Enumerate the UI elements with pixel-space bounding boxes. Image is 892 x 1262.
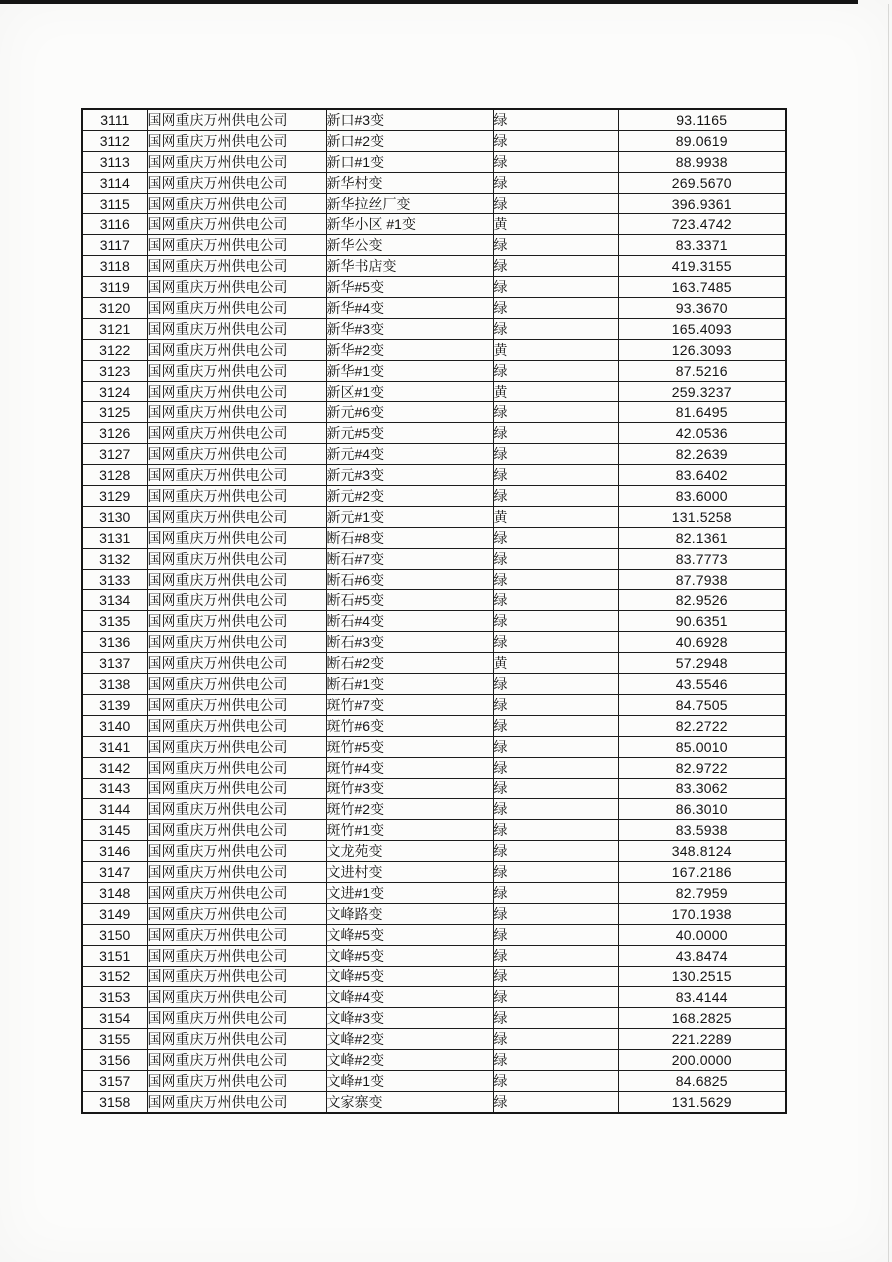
cell-station-name: 新元#4变 bbox=[326, 444, 493, 465]
table-row bbox=[82, 674, 786, 695]
cell-load-value: 83.3062 bbox=[618, 778, 786, 799]
cell-company-name: 国网重庆万州供电公司 bbox=[147, 757, 326, 778]
cell-status-label: 绿 bbox=[493, 109, 618, 130]
cell-station-name: 新元#1变 bbox=[326, 506, 493, 527]
cell-serial-number: 3147 bbox=[82, 862, 147, 883]
cell-company-name: 国网重庆万州供电公司 bbox=[147, 1050, 326, 1071]
cell-station-name: 斑竹#3变 bbox=[326, 778, 493, 799]
table-row bbox=[82, 506, 786, 527]
cell-load-value: 82.1361 bbox=[618, 527, 786, 548]
cell-station-name: 新区#1变 bbox=[326, 381, 493, 402]
cell-company-name: 国网重庆万州供电公司 bbox=[147, 423, 326, 444]
cell-company-name: 国网重庆万州供电公司 bbox=[147, 736, 326, 757]
cell-company-name: 国网重庆万州供电公司 bbox=[147, 882, 326, 903]
cell-station-name: 文峰#5变 bbox=[326, 924, 493, 945]
cell-station-name: 文峰#5变 bbox=[326, 966, 493, 987]
cell-company-name: 国网重庆万州供电公司 bbox=[147, 193, 326, 214]
cell-serial-number: 3114 bbox=[82, 172, 147, 193]
cell-load-value: 396.9361 bbox=[618, 193, 786, 214]
cell-serial-number: 3133 bbox=[82, 569, 147, 590]
scan-edge-right-line bbox=[888, 4, 889, 1262]
table-row bbox=[82, 715, 786, 736]
cell-company-name: 国网重庆万州供电公司 bbox=[147, 799, 326, 820]
cell-load-value: 83.6000 bbox=[618, 486, 786, 507]
table-row bbox=[82, 298, 786, 319]
cell-serial-number: 3135 bbox=[82, 611, 147, 632]
cell-company-name: 国网重庆万州供电公司 bbox=[147, 277, 326, 298]
cell-load-value: 87.5216 bbox=[618, 360, 786, 381]
cell-station-name: 文龙苑变 bbox=[326, 841, 493, 862]
cell-serial-number: 3137 bbox=[82, 653, 147, 674]
cell-load-value: 82.9526 bbox=[618, 590, 786, 611]
cell-company-name: 国网重庆万州供电公司 bbox=[147, 506, 326, 527]
cell-load-value: 165.4093 bbox=[618, 318, 786, 339]
table-row bbox=[82, 444, 786, 465]
cell-company-name: 国网重庆万州供电公司 bbox=[147, 172, 326, 193]
cell-status-label: 绿 bbox=[493, 674, 618, 695]
table-row bbox=[82, 841, 786, 862]
table-row bbox=[82, 1050, 786, 1071]
cell-status-label: 绿 bbox=[493, 465, 618, 486]
table-row bbox=[82, 381, 786, 402]
cell-status-label: 绿 bbox=[493, 903, 618, 924]
cell-station-name: 新元#6变 bbox=[326, 402, 493, 423]
cell-load-value: 87.7938 bbox=[618, 569, 786, 590]
table-row bbox=[82, 903, 786, 924]
table-body bbox=[82, 109, 786, 1113]
cell-status-label: 绿 bbox=[493, 193, 618, 214]
cell-company-name: 国网重庆万州供电公司 bbox=[147, 402, 326, 423]
cell-status-label: 绿 bbox=[493, 862, 618, 883]
cell-load-value: 83.7773 bbox=[618, 548, 786, 569]
table-row bbox=[82, 256, 786, 277]
cell-load-value: 200.0000 bbox=[618, 1050, 786, 1071]
cell-company-name: 国网重庆万州供电公司 bbox=[147, 548, 326, 569]
cell-serial-number: 3141 bbox=[82, 736, 147, 757]
cell-status-label: 绿 bbox=[493, 632, 618, 653]
table-row bbox=[82, 1029, 786, 1050]
cell-status-label: 绿 bbox=[493, 423, 618, 444]
cell-serial-number: 3125 bbox=[82, 402, 147, 423]
cell-load-value: 82.2722 bbox=[618, 715, 786, 736]
cell-load-value: 85.0010 bbox=[618, 736, 786, 757]
cell-company-name: 国网重庆万州供电公司 bbox=[147, 109, 326, 130]
cell-station-name: 断石#6变 bbox=[326, 569, 493, 590]
cell-serial-number: 3155 bbox=[82, 1029, 147, 1050]
cell-serial-number: 3148 bbox=[82, 882, 147, 903]
cell-serial-number: 3158 bbox=[82, 1091, 147, 1112]
cell-company-name: 国网重庆万州供电公司 bbox=[147, 256, 326, 277]
cell-station-name: 文进#1变 bbox=[326, 882, 493, 903]
cell-company-name: 国网重庆万州供电公司 bbox=[147, 235, 326, 256]
cell-company-name: 国网重庆万州供电公司 bbox=[147, 527, 326, 548]
cell-station-name: 文峰#4变 bbox=[326, 987, 493, 1008]
cell-station-name: 文进村变 bbox=[326, 862, 493, 883]
cell-status-label: 绿 bbox=[493, 987, 618, 1008]
cell-status-label: 黄 bbox=[493, 381, 618, 402]
cell-serial-number: 3124 bbox=[82, 381, 147, 402]
cell-status-label: 绿 bbox=[493, 778, 618, 799]
cell-status-label: 黄 bbox=[493, 214, 618, 235]
cell-company-name: 国网重庆万州供电公司 bbox=[147, 318, 326, 339]
cell-load-value: 40.6928 bbox=[618, 632, 786, 653]
cell-load-value: 86.3010 bbox=[618, 799, 786, 820]
cell-company-name: 国网重庆万州供电公司 bbox=[147, 820, 326, 841]
cell-load-value: 83.6402 bbox=[618, 465, 786, 486]
cell-load-value: 84.6825 bbox=[618, 1070, 786, 1091]
cell-load-value: 93.3670 bbox=[618, 298, 786, 319]
cell-company-name: 国网重庆万州供电公司 bbox=[147, 151, 326, 172]
cell-serial-number: 3111 bbox=[82, 109, 147, 130]
cell-load-value: 82.7959 bbox=[618, 882, 786, 903]
table-row bbox=[82, 757, 786, 778]
cell-load-value: 88.9938 bbox=[618, 151, 786, 172]
cell-status-label: 绿 bbox=[493, 172, 618, 193]
cell-station-name: 新华公变 bbox=[326, 235, 493, 256]
cell-status-label: 黄 bbox=[493, 506, 618, 527]
cell-station-name: 新华#4变 bbox=[326, 298, 493, 319]
table-row bbox=[82, 569, 786, 590]
cell-serial-number: 3123 bbox=[82, 360, 147, 381]
cell-serial-number: 3131 bbox=[82, 527, 147, 548]
table-row bbox=[82, 611, 786, 632]
table-row bbox=[82, 924, 786, 945]
cell-company-name: 国网重庆万州供电公司 bbox=[147, 1029, 326, 1050]
cell-status-label: 绿 bbox=[493, 966, 618, 987]
table-row bbox=[82, 214, 786, 235]
cell-status-label: 绿 bbox=[493, 1070, 618, 1091]
cell-status-label: 绿 bbox=[493, 402, 618, 423]
cell-station-name: 新元#2变 bbox=[326, 486, 493, 507]
cell-company-name: 国网重庆万州供电公司 bbox=[147, 1091, 326, 1112]
cell-station-name: 新华村变 bbox=[326, 172, 493, 193]
cell-station-name: 断石#3变 bbox=[326, 632, 493, 653]
cell-company-name: 国网重庆万州供电公司 bbox=[147, 381, 326, 402]
cell-station-name: 新口#3变 bbox=[326, 109, 493, 130]
cell-station-name: 新华小区 #1变 bbox=[326, 214, 493, 235]
cell-load-value: 93.1165 bbox=[618, 109, 786, 130]
cell-station-name: 断石#7变 bbox=[326, 548, 493, 569]
table-row bbox=[82, 862, 786, 883]
cell-serial-number: 3113 bbox=[82, 151, 147, 172]
cell-serial-number: 3128 bbox=[82, 465, 147, 486]
table-row bbox=[82, 235, 786, 256]
table-row bbox=[82, 1008, 786, 1029]
cell-station-name: 新元#3变 bbox=[326, 465, 493, 486]
cell-serial-number: 3149 bbox=[82, 903, 147, 924]
table-row bbox=[82, 987, 786, 1008]
cell-company-name: 国网重庆万州供电公司 bbox=[147, 590, 326, 611]
cell-station-name: 新元#5变 bbox=[326, 423, 493, 444]
cell-status-label: 绿 bbox=[493, 527, 618, 548]
cell-company-name: 国网重庆万州供电公司 bbox=[147, 653, 326, 674]
cell-company-name: 国网重庆万州供电公司 bbox=[147, 945, 326, 966]
cell-load-value: 221.2289 bbox=[618, 1029, 786, 1050]
cell-status-label: 绿 bbox=[493, 945, 618, 966]
cell-serial-number: 3138 bbox=[82, 674, 147, 695]
cell-company-name: 国网重庆万州供电公司 bbox=[147, 569, 326, 590]
cell-serial-number: 3136 bbox=[82, 632, 147, 653]
cell-status-label: 绿 bbox=[493, 569, 618, 590]
cell-load-value: 43.5546 bbox=[618, 674, 786, 695]
cell-serial-number: 3122 bbox=[82, 339, 147, 360]
table-row bbox=[82, 799, 786, 820]
cell-status-label: 绿 bbox=[493, 757, 618, 778]
cell-status-label: 绿 bbox=[493, 694, 618, 715]
cell-station-name: 斑竹#5变 bbox=[326, 736, 493, 757]
cell-company-name: 国网重庆万州供电公司 bbox=[147, 966, 326, 987]
table-row bbox=[82, 130, 786, 151]
cell-company-name: 国网重庆万州供电公司 bbox=[147, 1008, 326, 1029]
cell-status-label: 绿 bbox=[493, 298, 618, 319]
cell-company-name: 国网重庆万州供电公司 bbox=[147, 486, 326, 507]
cell-station-name: 新口#2变 bbox=[326, 130, 493, 151]
cell-serial-number: 3126 bbox=[82, 423, 147, 444]
cell-status-label: 绿 bbox=[493, 151, 618, 172]
table-row bbox=[82, 277, 786, 298]
cell-station-name: 文峰#3变 bbox=[326, 1008, 493, 1029]
cell-serial-number: 3127 bbox=[82, 444, 147, 465]
table-row bbox=[82, 465, 786, 486]
cell-station-name: 断石#4变 bbox=[326, 611, 493, 632]
table-row bbox=[82, 694, 786, 715]
cell-serial-number: 3157 bbox=[82, 1070, 147, 1091]
cell-load-value: 57.2948 bbox=[618, 653, 786, 674]
scan-edge-top-line bbox=[0, 0, 858, 4]
cell-load-value: 348.8124 bbox=[618, 841, 786, 862]
cell-status-label: 绿 bbox=[493, 924, 618, 945]
cell-station-name: 新华书店变 bbox=[326, 256, 493, 277]
cell-serial-number: 3132 bbox=[82, 548, 147, 569]
cell-status-label: 绿 bbox=[493, 611, 618, 632]
cell-status-label: 绿 bbox=[493, 820, 618, 841]
cell-status-label: 绿 bbox=[493, 1050, 618, 1071]
cell-company-name: 国网重庆万州供电公司 bbox=[147, 694, 326, 715]
substation-data-table bbox=[81, 108, 787, 1114]
cell-serial-number: 3118 bbox=[82, 256, 147, 277]
cell-serial-number: 3121 bbox=[82, 318, 147, 339]
cell-status-label: 绿 bbox=[493, 841, 618, 862]
cell-status-label: 绿 bbox=[493, 256, 618, 277]
cell-load-value: 89.0619 bbox=[618, 130, 786, 151]
cell-company-name: 国网重庆万州供电公司 bbox=[147, 632, 326, 653]
cell-serial-number: 3119 bbox=[82, 277, 147, 298]
cell-station-name: 断石#1变 bbox=[326, 674, 493, 695]
cell-serial-number: 3112 bbox=[82, 130, 147, 151]
cell-status-label: 绿 bbox=[493, 318, 618, 339]
cell-serial-number: 3156 bbox=[82, 1050, 147, 1071]
cell-station-name: 文家寨变 bbox=[326, 1091, 493, 1112]
cell-load-value: 163.7485 bbox=[618, 277, 786, 298]
cell-serial-number: 3142 bbox=[82, 757, 147, 778]
cell-load-value: 40.0000 bbox=[618, 924, 786, 945]
cell-company-name: 国网重庆万州供电公司 bbox=[147, 444, 326, 465]
table-row bbox=[82, 1070, 786, 1091]
cell-serial-number: 3146 bbox=[82, 841, 147, 862]
cell-load-value: 84.7505 bbox=[618, 694, 786, 715]
cell-station-name: 新华#3变 bbox=[326, 318, 493, 339]
cell-company-name: 国网重庆万州供电公司 bbox=[147, 339, 326, 360]
cell-company-name: 国网重庆万州供电公司 bbox=[147, 778, 326, 799]
table-row bbox=[82, 193, 786, 214]
cell-load-value: 259.3237 bbox=[618, 381, 786, 402]
table-row bbox=[82, 548, 786, 569]
cell-company-name: 国网重庆万州供电公司 bbox=[147, 674, 326, 695]
cell-status-label: 绿 bbox=[493, 882, 618, 903]
cell-company-name: 国网重庆万州供电公司 bbox=[147, 130, 326, 151]
cell-station-name: 断石#5变 bbox=[326, 590, 493, 611]
cell-station-name: 斑竹#1变 bbox=[326, 820, 493, 841]
cell-status-label: 绿 bbox=[493, 130, 618, 151]
cell-station-name: 新口#1变 bbox=[326, 151, 493, 172]
table-row bbox=[82, 882, 786, 903]
cell-load-value: 131.5258 bbox=[618, 506, 786, 527]
cell-serial-number: 3140 bbox=[82, 715, 147, 736]
cell-load-value: 269.5670 bbox=[618, 172, 786, 193]
cell-status-label: 绿 bbox=[493, 1029, 618, 1050]
cell-serial-number: 3152 bbox=[82, 966, 147, 987]
cell-station-name: 斑竹#2变 bbox=[326, 799, 493, 820]
table-row bbox=[82, 360, 786, 381]
table-row bbox=[82, 109, 786, 130]
cell-load-value: 126.3093 bbox=[618, 339, 786, 360]
table-row bbox=[82, 590, 786, 611]
cell-load-value: 83.3371 bbox=[618, 235, 786, 256]
table-row bbox=[82, 402, 786, 423]
cell-status-label: 绿 bbox=[493, 235, 618, 256]
cell-load-value: 82.2639 bbox=[618, 444, 786, 465]
table-row bbox=[82, 527, 786, 548]
cell-station-name: 斑竹#6变 bbox=[326, 715, 493, 736]
cell-status-label: 绿 bbox=[493, 548, 618, 569]
cell-load-value: 131.5629 bbox=[618, 1091, 786, 1112]
table-row bbox=[82, 339, 786, 360]
cell-serial-number: 3120 bbox=[82, 298, 147, 319]
table-row bbox=[82, 820, 786, 841]
cell-serial-number: 3134 bbox=[82, 590, 147, 611]
cell-load-value: 170.1938 bbox=[618, 903, 786, 924]
cell-company-name: 国网重庆万州供电公司 bbox=[147, 214, 326, 235]
cell-load-value: 419.3155 bbox=[618, 256, 786, 277]
cell-company-name: 国网重庆万州供电公司 bbox=[147, 1070, 326, 1091]
cell-status-label: 绿 bbox=[493, 799, 618, 820]
cell-load-value: 82.9722 bbox=[618, 757, 786, 778]
table-row bbox=[82, 778, 786, 799]
table-row bbox=[82, 486, 786, 507]
cell-status-label: 绿 bbox=[493, 736, 618, 757]
cell-status-label: 绿 bbox=[493, 715, 618, 736]
cell-serial-number: 3153 bbox=[82, 987, 147, 1008]
cell-status-label: 绿 bbox=[493, 444, 618, 465]
cell-serial-number: 3117 bbox=[82, 235, 147, 256]
cell-company-name: 国网重庆万州供电公司 bbox=[147, 841, 326, 862]
cell-status-label: 绿 bbox=[493, 277, 618, 298]
cell-company-name: 国网重庆万州供电公司 bbox=[147, 611, 326, 632]
cell-load-value: 83.5938 bbox=[618, 820, 786, 841]
cell-station-name: 新华#2变 bbox=[326, 339, 493, 360]
cell-load-value: 81.6495 bbox=[618, 402, 786, 423]
cell-station-name: 文峰路变 bbox=[326, 903, 493, 924]
cell-load-value: 723.4742 bbox=[618, 214, 786, 235]
cell-company-name: 国网重庆万州供电公司 bbox=[147, 298, 326, 319]
cell-company-name: 国网重庆万州供电公司 bbox=[147, 465, 326, 486]
cell-load-value: 42.0536 bbox=[618, 423, 786, 444]
cell-status-label: 黄 bbox=[493, 339, 618, 360]
cell-load-value: 167.2186 bbox=[618, 862, 786, 883]
cell-company-name: 国网重庆万州供电公司 bbox=[147, 924, 326, 945]
cell-station-name: 文峰#5变 bbox=[326, 945, 493, 966]
table-row bbox=[82, 736, 786, 757]
cell-station-name: 断石#8变 bbox=[326, 527, 493, 548]
cell-company-name: 国网重庆万州供电公司 bbox=[147, 987, 326, 1008]
cell-station-name: 断石#2变 bbox=[326, 653, 493, 674]
table-row bbox=[82, 1091, 786, 1112]
cell-load-value: 43.8474 bbox=[618, 945, 786, 966]
cell-serial-number: 3143 bbox=[82, 778, 147, 799]
cell-load-value: 83.4144 bbox=[618, 987, 786, 1008]
cell-serial-number: 3129 bbox=[82, 486, 147, 507]
table-row bbox=[82, 945, 786, 966]
table-row bbox=[82, 423, 786, 444]
cell-status-label: 绿 bbox=[493, 1091, 618, 1112]
cell-station-name: 斑竹#4变 bbox=[326, 757, 493, 778]
cell-station-name: 文峰#2变 bbox=[326, 1050, 493, 1071]
table-row bbox=[82, 318, 786, 339]
cell-company-name: 国网重庆万州供电公司 bbox=[147, 903, 326, 924]
cell-status-label: 黄 bbox=[493, 653, 618, 674]
cell-load-value: 168.2825 bbox=[618, 1008, 786, 1029]
cell-company-name: 国网重庆万州供电公司 bbox=[147, 862, 326, 883]
table-row bbox=[82, 966, 786, 987]
cell-status-label: 绿 bbox=[493, 360, 618, 381]
cell-station-name: 斑竹#7变 bbox=[326, 694, 493, 715]
cell-company-name: 国网重庆万州供电公司 bbox=[147, 360, 326, 381]
table-row bbox=[82, 151, 786, 172]
table-row bbox=[82, 632, 786, 653]
cell-serial-number: 3130 bbox=[82, 506, 147, 527]
cell-status-label: 绿 bbox=[493, 486, 618, 507]
cell-serial-number: 3115 bbox=[82, 193, 147, 214]
cell-station-name: 新华#5变 bbox=[326, 277, 493, 298]
cell-load-value: 130.2515 bbox=[618, 966, 786, 987]
cell-serial-number: 3150 bbox=[82, 924, 147, 945]
cell-status-label: 绿 bbox=[493, 590, 618, 611]
cell-serial-number: 3139 bbox=[82, 694, 147, 715]
cell-serial-number: 3145 bbox=[82, 820, 147, 841]
cell-serial-number: 3116 bbox=[82, 214, 147, 235]
cell-serial-number: 3144 bbox=[82, 799, 147, 820]
cell-serial-number: 3154 bbox=[82, 1008, 147, 1029]
cell-station-name: 新华#1变 bbox=[326, 360, 493, 381]
table-row bbox=[82, 653, 786, 674]
cell-company-name: 国网重庆万州供电公司 bbox=[147, 715, 326, 736]
cell-serial-number: 3151 bbox=[82, 945, 147, 966]
cell-load-value: 90.6351 bbox=[618, 611, 786, 632]
cell-station-name: 新华拉丝厂变 bbox=[326, 193, 493, 214]
cell-station-name: 文峰#1变 bbox=[326, 1070, 493, 1091]
cell-station-name: 文峰#2变 bbox=[326, 1029, 493, 1050]
table-row bbox=[82, 172, 786, 193]
cell-status-label: 绿 bbox=[493, 1008, 618, 1029]
